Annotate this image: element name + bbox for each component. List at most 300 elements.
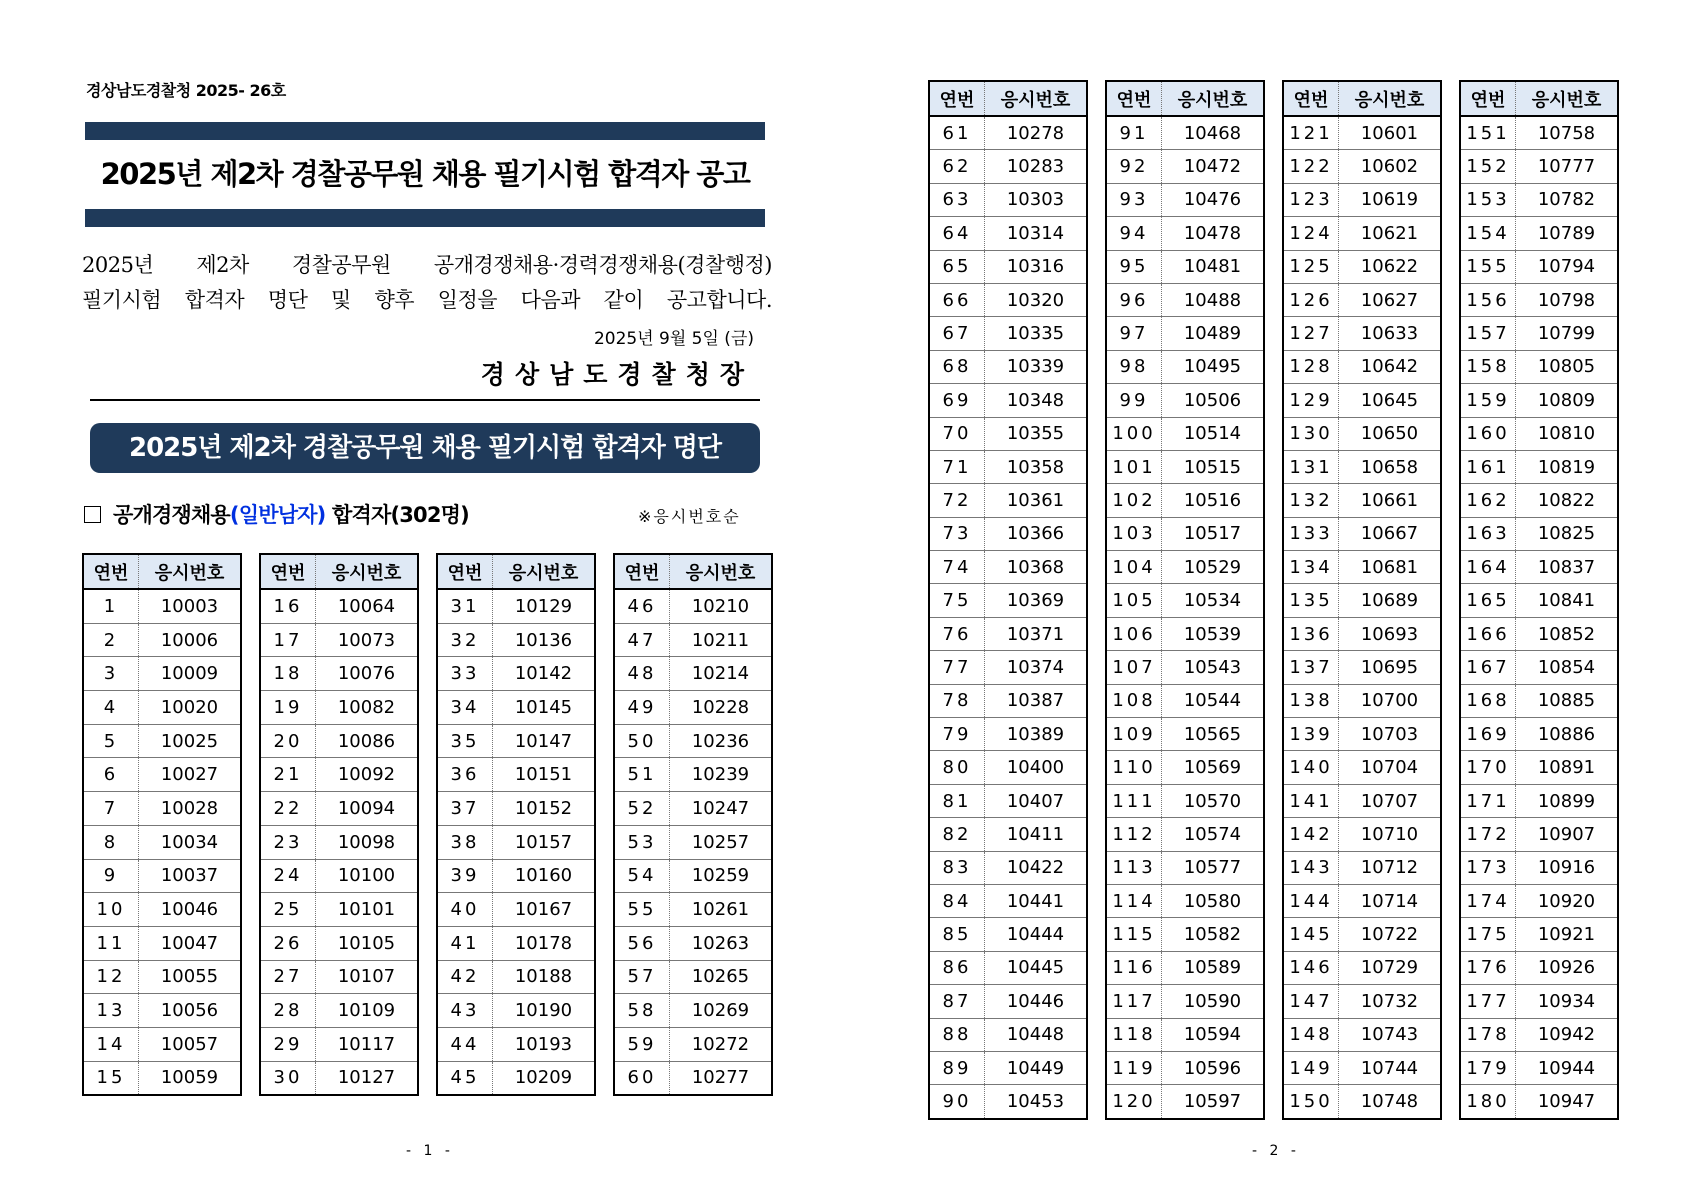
seq-cell: 126 bbox=[1283, 283, 1339, 316]
seq-cell: 28 bbox=[260, 994, 316, 1028]
seq-cell: 180 bbox=[1460, 1085, 1516, 1119]
exam-number-cell: 10259 bbox=[670, 859, 773, 893]
table-row bbox=[437, 623, 595, 657]
seq-cell: 42 bbox=[437, 960, 493, 994]
exam-number-cell: 10374 bbox=[985, 651, 1088, 684]
exam-number-cell: 10314 bbox=[985, 217, 1088, 250]
notice-title: 2025년 제2차 경찰공무원 채용 필기시험 합격자 공고 bbox=[100, 157, 750, 191]
intro-line-1: 2025년 제2차 경찰공무원 공개경쟁채용·경력경쟁채용(경찰행정) bbox=[82, 253, 772, 277]
seq-cell: 174 bbox=[1460, 884, 1516, 917]
table-row bbox=[929, 784, 1087, 817]
table-row bbox=[1460, 183, 1618, 216]
exam-number-cell: 10366 bbox=[985, 517, 1088, 550]
seq-cell: 151 bbox=[1460, 116, 1516, 150]
exam-number-cell: 10151 bbox=[493, 758, 596, 792]
table-row bbox=[1283, 551, 1441, 584]
table-row bbox=[1106, 1085, 1264, 1119]
table-row bbox=[260, 859, 418, 893]
exam-number-cell: 10210 bbox=[691, 595, 750, 617]
checkbox-icon bbox=[84, 506, 101, 523]
table-row bbox=[1106, 1018, 1264, 1051]
exam-number-cell: 10422 bbox=[985, 851, 1088, 884]
exam-number-cell: 10257 bbox=[670, 825, 773, 859]
seq-cell: 93 bbox=[1106, 183, 1162, 216]
seq-cell: 136 bbox=[1283, 617, 1339, 650]
exam-number-cell: 10707 bbox=[1339, 784, 1442, 817]
seq-cell: 152 bbox=[1460, 150, 1516, 183]
exam-number-cell: 10506 bbox=[1162, 384, 1265, 417]
seq-cell: 41 bbox=[437, 926, 493, 960]
exam-number-cell: 10782 bbox=[1516, 183, 1619, 216]
table-row bbox=[437, 589, 595, 623]
seq-cell: 125 bbox=[1283, 250, 1339, 283]
exam-number-cell: 10283 bbox=[985, 150, 1088, 183]
table-row bbox=[437, 825, 595, 859]
exam-number-cell: 10059 bbox=[139, 1061, 242, 1095]
exam-number-cell: 10667 bbox=[1339, 517, 1442, 550]
exam-number-cell: 10228 bbox=[670, 691, 773, 725]
exam-number-cell: 10907 bbox=[1516, 818, 1619, 851]
exam-number-cell: 10529 bbox=[1162, 551, 1265, 584]
exam-number-cell: 10094 bbox=[316, 792, 419, 826]
seq-cell: 58 bbox=[614, 994, 670, 1028]
seq-cell: 138 bbox=[1283, 684, 1339, 717]
seq-cell: 165 bbox=[1460, 584, 1516, 617]
exam-number-cell: 10105 bbox=[316, 926, 419, 960]
exam-number-cell: 10472 bbox=[1162, 150, 1265, 183]
table-row bbox=[1283, 684, 1441, 717]
table-row bbox=[1460, 617, 1618, 650]
seq-cell: 114 bbox=[1106, 884, 1162, 917]
seq-cell: 128 bbox=[1283, 350, 1339, 383]
table-row bbox=[1106, 985, 1264, 1018]
seq-cell: 23 bbox=[260, 825, 316, 859]
exam-number-cell: 10239 bbox=[670, 758, 773, 792]
seq-cell: 161 bbox=[1460, 450, 1516, 483]
seq-cell: 109 bbox=[1106, 718, 1162, 751]
exam-number-cell: 10006 bbox=[139, 623, 242, 657]
seq-cell: 18 bbox=[260, 657, 316, 691]
seq-cell: 132 bbox=[1283, 484, 1339, 517]
seq-cell: 104 bbox=[1106, 551, 1162, 584]
exam-number-cell: 10703 bbox=[1339, 718, 1442, 751]
column-header-seq: 연번 bbox=[1283, 81, 1339, 116]
table-row bbox=[1460, 951, 1618, 984]
exam-number-cell: 10178 bbox=[493, 926, 596, 960]
seq-cell: 88 bbox=[929, 1018, 985, 1051]
table-row bbox=[260, 792, 418, 826]
table-row bbox=[1283, 116, 1441, 150]
table-row bbox=[1106, 350, 1264, 383]
exam-number-cell: 10361 bbox=[985, 484, 1088, 517]
seq-cell: 142 bbox=[1283, 818, 1339, 851]
exam-number-cell: 10278 bbox=[1006, 122, 1065, 144]
table-row bbox=[929, 551, 1087, 584]
seq-cell: 35 bbox=[437, 724, 493, 758]
table-row bbox=[1283, 283, 1441, 316]
table-row bbox=[1460, 684, 1618, 717]
column-header-seq: 연번 bbox=[83, 554, 139, 589]
table-row bbox=[260, 724, 418, 758]
table-row bbox=[1106, 417, 1264, 450]
seq-cell: 15 bbox=[83, 1061, 139, 1095]
exam-number-cell: 10627 bbox=[1339, 283, 1442, 316]
table-row bbox=[1106, 283, 1264, 316]
exam-number-cell: 10107 bbox=[316, 960, 419, 994]
table-row bbox=[929, 384, 1087, 417]
table-row bbox=[1460, 551, 1618, 584]
exam-number-cell: 10355 bbox=[985, 417, 1088, 450]
table-row bbox=[1460, 116, 1618, 150]
seq-cell: 137 bbox=[1283, 651, 1339, 684]
seq-cell: 4 bbox=[83, 691, 139, 725]
seq-cell: 173 bbox=[1460, 851, 1516, 884]
exam-number-cell: 10582 bbox=[1162, 918, 1265, 951]
exam-number-cell: 10693 bbox=[1339, 617, 1442, 650]
table-row bbox=[1460, 884, 1618, 917]
exam-number-cell: 10188 bbox=[493, 960, 596, 994]
table-row bbox=[83, 589, 241, 623]
table-row bbox=[1460, 718, 1618, 751]
seq-cell: 3 bbox=[83, 657, 139, 691]
exam-number-cell: 10449 bbox=[985, 1051, 1088, 1084]
exam-number-cell: 10837 bbox=[1516, 551, 1619, 584]
exam-number-cell: 10798 bbox=[1516, 283, 1619, 316]
table-row bbox=[1106, 617, 1264, 650]
exam-number-cell: 10743 bbox=[1339, 1018, 1442, 1051]
table-row bbox=[929, 617, 1087, 650]
table-row bbox=[1460, 1051, 1618, 1084]
exam-number-cell: 10261 bbox=[670, 893, 773, 927]
exam-number-cell: 10517 bbox=[1162, 517, 1265, 550]
exam-number-cell: 10277 bbox=[670, 1061, 773, 1095]
exam-number-cell: 10899 bbox=[1516, 784, 1619, 817]
seq-cell: 149 bbox=[1283, 1051, 1339, 1084]
seq-cell: 44 bbox=[437, 1027, 493, 1061]
table-row bbox=[614, 691, 772, 725]
seq-cell: 133 bbox=[1283, 517, 1339, 550]
seq-cell: 159 bbox=[1460, 384, 1516, 417]
exam-number-cell: 10335 bbox=[985, 317, 1088, 350]
seq-cell: 121 bbox=[1283, 116, 1339, 150]
exam-number-cell: 10926 bbox=[1516, 951, 1619, 984]
seq-cell: 96 bbox=[1106, 283, 1162, 316]
exam-number-cell: 10580 bbox=[1162, 884, 1265, 917]
exam-number-cell: 10661 bbox=[1339, 484, 1442, 517]
seq-cell: 110 bbox=[1106, 751, 1162, 784]
exam-number-cell: 10028 bbox=[139, 792, 242, 826]
seq-cell: 97 bbox=[1106, 317, 1162, 350]
seq-cell: 120 bbox=[1106, 1085, 1162, 1119]
seq-cell: 6 bbox=[83, 758, 139, 792]
exam-number-cell: 10574 bbox=[1162, 818, 1265, 851]
applicant-table bbox=[436, 553, 596, 1096]
table-row bbox=[1283, 250, 1441, 283]
exam-number-cell: 10441 bbox=[985, 884, 1088, 917]
exam-number-cell: 10027 bbox=[139, 758, 242, 792]
divider bbox=[90, 399, 760, 401]
table-row bbox=[929, 851, 1087, 884]
exam-number-cell: 10127 bbox=[316, 1061, 419, 1095]
exam-number-cell: 10117 bbox=[316, 1027, 419, 1061]
column-header-exam-no: 응시번호 bbox=[493, 554, 596, 589]
table-row bbox=[614, 859, 772, 893]
exam-number-cell: 10886 bbox=[1516, 718, 1619, 751]
table-row bbox=[929, 1018, 1087, 1051]
table-row bbox=[1106, 517, 1264, 550]
table-row bbox=[1283, 617, 1441, 650]
table-row bbox=[929, 651, 1087, 684]
exam-number-cell: 10704 bbox=[1339, 751, 1442, 784]
seq-cell: 45 bbox=[437, 1061, 493, 1095]
exam-number-cell: 10714 bbox=[1339, 884, 1442, 917]
applicant-table bbox=[928, 80, 1088, 1120]
table-row bbox=[1283, 150, 1441, 183]
table-row bbox=[614, 792, 772, 826]
seq-cell: 30 bbox=[260, 1061, 316, 1095]
seq-cell: 148 bbox=[1283, 1018, 1339, 1051]
seq-cell: 85 bbox=[929, 918, 985, 951]
exam-number-cell: 10303 bbox=[985, 183, 1088, 216]
table-row bbox=[929, 450, 1087, 483]
exam-number-cell: 10596 bbox=[1162, 1051, 1265, 1084]
exam-number-cell: 10722 bbox=[1339, 918, 1442, 951]
seq-cell: 145 bbox=[1283, 918, 1339, 951]
column-header-seq: 연번 bbox=[260, 554, 316, 589]
table-row bbox=[260, 1061, 418, 1095]
seq-cell: 163 bbox=[1460, 517, 1516, 550]
exam-number-cell: 10481 bbox=[1162, 250, 1265, 283]
table-row bbox=[1460, 751, 1618, 784]
applicant-table bbox=[82, 553, 242, 1096]
exam-number-cell: 10633 bbox=[1339, 317, 1442, 350]
document-number: 경상남도경찰청 2025- 26호 bbox=[86, 81, 286, 100]
column-header-exam-no: 응시번호 bbox=[985, 81, 1088, 116]
seq-cell: 139 bbox=[1283, 718, 1339, 751]
table-row bbox=[1106, 450, 1264, 483]
exam-number-cell: 10488 bbox=[1162, 283, 1265, 316]
table-row bbox=[1283, 1051, 1441, 1084]
table-row bbox=[929, 517, 1087, 550]
seq-cell: 31 bbox=[437, 589, 493, 623]
table-row bbox=[1283, 784, 1441, 817]
seq-cell: 176 bbox=[1460, 951, 1516, 984]
exam-number-cell: 10025 bbox=[139, 724, 242, 758]
table-row bbox=[1106, 150, 1264, 183]
seq-cell: 98 bbox=[1106, 350, 1162, 383]
seq-cell: 55 bbox=[614, 893, 670, 927]
seq-cell: 129 bbox=[1283, 384, 1339, 417]
table-row bbox=[437, 994, 595, 1028]
seq-cell: 119 bbox=[1106, 1051, 1162, 1084]
seq-cell: 167 bbox=[1460, 651, 1516, 684]
exam-number-cell: 10389 bbox=[985, 718, 1088, 751]
seq-cell: 124 bbox=[1283, 217, 1339, 250]
exam-number-cell: 10589 bbox=[1162, 951, 1265, 984]
seq-cell: 27 bbox=[260, 960, 316, 994]
table-row bbox=[1283, 751, 1441, 784]
seq-cell: 153 bbox=[1460, 183, 1516, 216]
exam-number-cell: 10565 bbox=[1162, 718, 1265, 751]
exam-number-cell: 10920 bbox=[1516, 884, 1619, 917]
exam-number-cell: 10092 bbox=[316, 758, 419, 792]
seq-cell: 107 bbox=[1106, 651, 1162, 684]
seq-cell: 2 bbox=[83, 623, 139, 657]
seq-cell: 147 bbox=[1283, 985, 1339, 1018]
exam-number-cell: 10819 bbox=[1516, 450, 1619, 483]
table-row bbox=[1283, 484, 1441, 517]
seq-cell: 34 bbox=[437, 691, 493, 725]
table-row bbox=[929, 484, 1087, 517]
exam-number-cell: 10047 bbox=[139, 926, 242, 960]
seq-cell: 155 bbox=[1460, 250, 1516, 283]
intro-line-2: 필기시험 합격자 명단 및 향후 일정을 다음과 같이 공고합니다. bbox=[82, 288, 772, 312]
exam-number-cell: 10732 bbox=[1339, 985, 1442, 1018]
seq-cell: 69 bbox=[929, 384, 985, 417]
seq-cell: 91 bbox=[1106, 116, 1162, 150]
exam-number-cell: 10411 bbox=[985, 818, 1088, 851]
seq-cell: 111 bbox=[1106, 784, 1162, 817]
seq-cell: 50 bbox=[614, 724, 670, 758]
table-row bbox=[614, 1061, 772, 1095]
table-row bbox=[1106, 1051, 1264, 1084]
exam-number-cell: 10601 bbox=[1360, 122, 1419, 144]
table-row bbox=[1106, 116, 1264, 150]
table-row bbox=[1283, 317, 1441, 350]
table-row bbox=[1106, 584, 1264, 617]
seq-cell: 146 bbox=[1283, 951, 1339, 984]
title-bottom-bar bbox=[85, 209, 765, 227]
table-row bbox=[1106, 784, 1264, 817]
exam-number-cell: 10265 bbox=[670, 960, 773, 994]
seq-cell: 80 bbox=[929, 751, 985, 784]
seq-cell: 43 bbox=[437, 994, 493, 1028]
table-row bbox=[614, 758, 772, 792]
exam-number-cell: 10942 bbox=[1516, 1018, 1619, 1051]
exam-number-cell: 10515 bbox=[1162, 450, 1265, 483]
exam-number-cell: 10073 bbox=[316, 623, 419, 657]
exam-number-cell: 10444 bbox=[985, 918, 1088, 951]
exam-number-cell: 10622 bbox=[1339, 250, 1442, 283]
seq-cell: 79 bbox=[929, 718, 985, 751]
seq-cell: 106 bbox=[1106, 617, 1162, 650]
seq-cell: 105 bbox=[1106, 584, 1162, 617]
exam-number-cell: 10320 bbox=[985, 283, 1088, 316]
seq-cell: 9 bbox=[83, 859, 139, 893]
exam-number-cell: 10142 bbox=[493, 657, 596, 691]
table-row bbox=[1106, 851, 1264, 884]
seq-cell: 84 bbox=[929, 884, 985, 917]
exam-number-cell: 10822 bbox=[1516, 484, 1619, 517]
seq-cell: 46 bbox=[614, 589, 670, 623]
table-row bbox=[1460, 1018, 1618, 1051]
exam-number-cell: 10710 bbox=[1339, 818, 1442, 851]
exam-number-cell: 10825 bbox=[1516, 517, 1619, 550]
table-row bbox=[1460, 1085, 1618, 1119]
table-row bbox=[260, 994, 418, 1028]
table-row bbox=[929, 985, 1087, 1018]
seq-cell: 61 bbox=[929, 116, 985, 150]
exam-number-cell: 10799 bbox=[1516, 317, 1619, 350]
column-header-exam-no: 응시번호 bbox=[316, 554, 419, 589]
column-header-exam-no: 응시번호 bbox=[1339, 81, 1442, 116]
table-row bbox=[1283, 651, 1441, 684]
exam-number-cell: 10891 bbox=[1516, 751, 1619, 784]
table-row bbox=[1106, 951, 1264, 984]
table-row bbox=[437, 691, 595, 725]
exam-number-cell: 10448 bbox=[985, 1018, 1088, 1051]
seq-cell: 76 bbox=[929, 617, 985, 650]
table-row bbox=[1460, 250, 1618, 283]
table-row bbox=[1460, 150, 1618, 183]
exam-number-cell: 10086 bbox=[316, 724, 419, 758]
exam-number-cell: 10645 bbox=[1339, 384, 1442, 417]
exam-number-cell: 10621 bbox=[1339, 217, 1442, 250]
seq-cell: 10 bbox=[83, 893, 139, 927]
seq-cell: 54 bbox=[614, 859, 670, 893]
table-row bbox=[1106, 317, 1264, 350]
table-row bbox=[929, 818, 1087, 851]
exam-number-cell: 10247 bbox=[670, 792, 773, 826]
seq-cell: 71 bbox=[929, 450, 985, 483]
table-row bbox=[83, 859, 241, 893]
seq-cell: 162 bbox=[1460, 484, 1516, 517]
table-row bbox=[1283, 851, 1441, 884]
table-row bbox=[1283, 718, 1441, 751]
exam-number-cell: 10794 bbox=[1516, 250, 1619, 283]
table-row bbox=[1283, 918, 1441, 951]
seq-cell: 37 bbox=[437, 792, 493, 826]
table-row bbox=[614, 960, 772, 994]
table-row bbox=[83, 657, 241, 691]
table-row bbox=[83, 623, 241, 657]
seq-cell: 143 bbox=[1283, 851, 1339, 884]
exam-number-cell: 10689 bbox=[1339, 584, 1442, 617]
exam-number-cell: 10841 bbox=[1516, 584, 1619, 617]
table-row bbox=[1460, 784, 1618, 817]
seq-cell: 131 bbox=[1283, 450, 1339, 483]
table-row bbox=[1283, 584, 1441, 617]
table-row bbox=[614, 724, 772, 758]
table-row bbox=[83, 1061, 241, 1095]
exam-number-cell: 10495 bbox=[1162, 350, 1265, 383]
seq-cell: 87 bbox=[929, 985, 985, 1018]
seq-cell: 156 bbox=[1460, 283, 1516, 316]
seq-cell: 51 bbox=[614, 758, 670, 792]
seq-cell: 7 bbox=[83, 792, 139, 826]
seq-cell: 16 bbox=[260, 589, 316, 623]
table-row bbox=[1460, 450, 1618, 483]
seq-cell: 75 bbox=[929, 584, 985, 617]
exam-number-cell: 10569 bbox=[1162, 751, 1265, 784]
table-row bbox=[929, 417, 1087, 450]
exam-number-cell: 10729 bbox=[1339, 951, 1442, 984]
seq-cell: 134 bbox=[1283, 551, 1339, 584]
table-row bbox=[929, 150, 1087, 183]
table-row bbox=[260, 1027, 418, 1061]
table-row bbox=[1106, 884, 1264, 917]
table-row bbox=[1283, 517, 1441, 550]
table-row bbox=[1283, 1085, 1441, 1119]
exam-number-cell: 10098 bbox=[316, 825, 419, 859]
seq-cell: 17 bbox=[260, 623, 316, 657]
table-row bbox=[929, 250, 1087, 283]
exam-number-cell: 10597 bbox=[1162, 1085, 1265, 1119]
table-row bbox=[929, 317, 1087, 350]
exam-number-cell: 10387 bbox=[985, 684, 1088, 717]
section-prefix: 공개경쟁채용 bbox=[113, 503, 230, 527]
table-row bbox=[1460, 317, 1618, 350]
